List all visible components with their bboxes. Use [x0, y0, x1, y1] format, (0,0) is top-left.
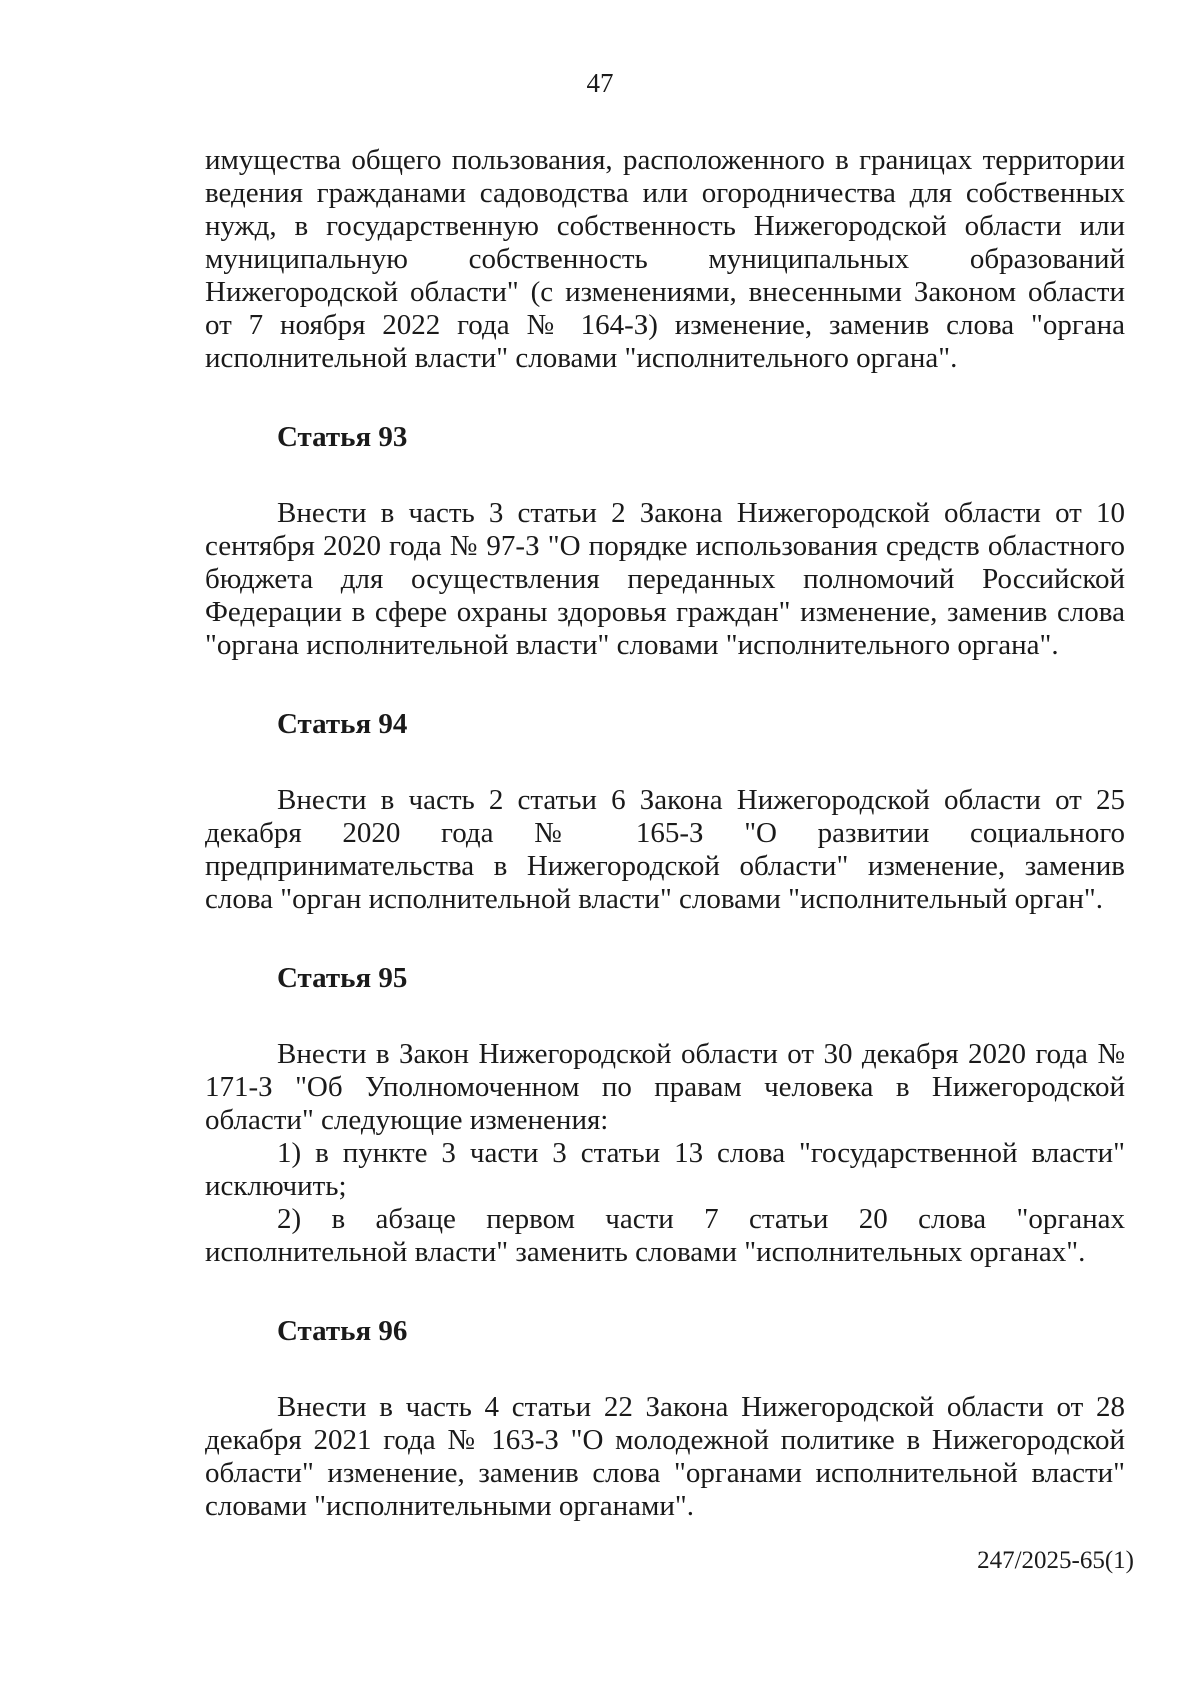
- document-body: [205, 144, 1125, 1523]
- document-code: 247/2025-65(1): [977, 1547, 1134, 1574]
- article-95-item-2: 2) в абзаце первом части 7 статьи 20 слова "органах исполнительной власти" заменить словами "исполнительных органах".: [205, 1203, 1125, 1268]
- article-96-paragraph: Внести в часть 4 статьи 22 Закона Нижегородской области от 28 декабря 2021 года № 163-З "О молодежной политике в Нижегородской области" изменение, заменив слова "органами исполнительной власти" словами "исполнительными органами".: [205, 1391, 1125, 1522]
- article-93-paragraph: Внести в часть 3 статьи 2 Закона Нижегородской области от 10 сентября 2020 года № 97-З "О порядке использования средств областного бюджета для осуществления переданных полномочий Российской Федерации в сфере охраны здоровья граждан" изменение, заменив слова "органа исполнительной власти" словами "исполнительного органа".: [205, 497, 1125, 661]
- article-93-heading: Статья 93: [277, 421, 408, 453]
- intro-paragraph: имущества общего пользования, расположенного в границах территории ведения гражданами садоводства или огородничества для собственных нужд, в государственную собственность Нижегородской области или муниципальную собственность муниципальных образований Нижегородской области" (с изменениями, внесенными Законом области от 7 ноября 2022 года № 164-З) изменение, заменив слова "органа исполнительной власти" словами "исполнительного органа".: [205, 144, 1125, 374]
- article-95-item-1: 1) в пункте 3 части 3 статьи 13 слова "государственной власти" исключить;: [205, 1137, 1125, 1202]
- page-number: 47: [586, 68, 614, 98]
- article-94-heading: Статья 94: [277, 708, 408, 740]
- article-95-paragraph: Внести в Закон Нижегородской области от 30 декабря 2020 года № 171-З "Об Уполномоченном по правам человека в Нижегородской области" следующие изменения:: [205, 1038, 1125, 1136]
- article-94-paragraph: Внести в часть 2 статьи 6 Закона Нижегородской области от 25 декабря 2020 года № 165-З "О развитии социального предпринимательства в Нижегородской области" изменение, заменив слова "орган исполнительной власти" словами "исполнительный орган".: [205, 784, 1125, 915]
- article-96-heading: Статья 96: [277, 1315, 408, 1347]
- article-95-heading: Статья 95: [277, 962, 408, 994]
